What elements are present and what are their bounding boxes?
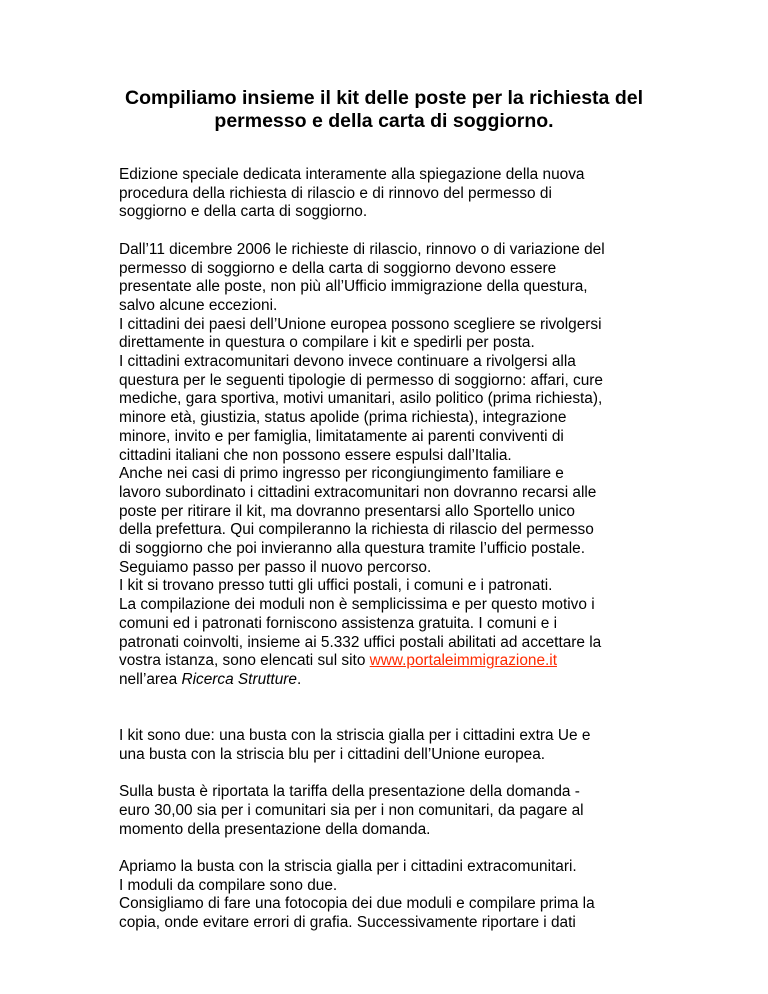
paragraph-kits bbox=[119, 727, 659, 764]
text-line: Anche nei casi di primo ingresso per ricongiungimento familiare e bbox=[119, 465, 564, 483]
text-line: presentate alle poste, non più all’Ufficio immigrazione della questura, bbox=[119, 278, 588, 296]
text-line-with-link bbox=[119, 652, 659, 671]
text-line: della prefettura. Qui compileranno la richiesta di rilascio del permesso bbox=[119, 521, 594, 539]
text-line: copia, onde evitare errori di grafia. Successivamente riportare i dati bbox=[119, 914, 576, 932]
text-line: minore, invito e per famiglia, limitatamente ai parenti conviventi di bbox=[119, 427, 564, 445]
title-line: del permesso e della carta di soggiorno. bbox=[214, 87, 643, 132]
text-line: Dall’11 dicembre 2006 le richieste di rilascio, rinnovo o di variazione del bbox=[119, 240, 605, 258]
text-line: I cittadini extracomunitari devono invece continuare a rivolgersi alla bbox=[119, 353, 576, 371]
text-line: lavoro subordinato i cittadini extracomunitari non dovranno recarsi alle bbox=[119, 483, 597, 501]
area-prefix: nell’area bbox=[119, 670, 182, 688]
paragraph-intro bbox=[119, 166, 659, 222]
portale-immigrazione-link[interactable]: www.portaleimmigrazione.it bbox=[369, 652, 557, 670]
text-line: cittadini italiani che non possono essere espulsi dall’Italia. bbox=[119, 446, 512, 464]
text-line: euro 30,00 sia per i comunitari sia per i non comunitari, da pagare al bbox=[119, 801, 584, 819]
text-line: I kit si trovano presso tutti gli uffici postali, i comuni e i patronati. bbox=[119, 577, 553, 595]
paragraph-forms bbox=[119, 858, 659, 933]
text-line: salvo alcune eccezioni. bbox=[119, 296, 278, 314]
text-line: La compilazione dei moduli non è semplicissima e per questo motivo i bbox=[119, 596, 595, 614]
text-line: una busta con la striscia blu per i cittadini dell’Unione europea. bbox=[119, 745, 546, 763]
paragraph-procedure bbox=[119, 241, 659, 690]
text-line: mediche, gara sportiva, motivi umanitari, asilo politico (prima richiesta), bbox=[119, 390, 603, 408]
text-line: permesso di soggiorno e della carta di soggiorno devono essere bbox=[119, 259, 557, 277]
text-line: di soggiorno che poi invieranno alla questura tramite l’ufficio postale. bbox=[119, 540, 585, 558]
text-line: comuni ed i patronati forniscono assistenza gratuita. I comuni e i bbox=[119, 614, 558, 632]
text-line: patronati coinvolti, insieme ai 5.332 uffici postali abilitati ad accettare la bbox=[119, 633, 602, 651]
title-line: Compiliamo insieme il kit delle poste per la richiesta bbox=[124, 87, 610, 109]
text-line: Apriamo la busta con la striscia gialla per i cittadini extracomunitari. bbox=[119, 857, 577, 875]
text-line: I cittadini dei paesi dell’Unione europea possono scegliere se rivolgersi bbox=[119, 315, 602, 333]
area-suffix: . bbox=[296, 670, 302, 688]
text-line: Seguiamo passo per passo il nuovo percorso. bbox=[119, 558, 432, 576]
link-prefix: vostra istanza, sono elencati sul sito bbox=[119, 652, 370, 670]
text-line: minore età, giustizia, status apolide (prima richiesta), integrazione bbox=[119, 409, 567, 427]
text-line: I kit sono due: una busta con la striscia gialla per i cittadini extra Ue e bbox=[119, 727, 591, 745]
text-line: questura per le seguenti tipologie di permesso di soggiorno: affari, cure bbox=[119, 371, 603, 389]
page-title bbox=[110, 87, 658, 133]
text-line: soggiorno e della carta di soggiorno. bbox=[119, 203, 368, 221]
text-line: poste per ritirare il kit, ma dovranno presentarsi allo Sportello unico bbox=[119, 502, 575, 520]
text-line: I moduli da compilare sono due. bbox=[119, 876, 338, 894]
text-line: Consigliamo di fare una fotocopia dei due moduli e compilare prima la bbox=[119, 895, 595, 913]
text-line: direttamente in questura o compilare i kit e spedirli per posta. bbox=[119, 334, 535, 352]
text-line: procedura della richiesta di rilascio e di rinnovo del permesso di bbox=[119, 184, 552, 202]
text-line-area bbox=[119, 671, 659, 690]
text-line: momento della presentazione della domanda. bbox=[119, 820, 431, 838]
paragraph-fee bbox=[119, 783, 659, 839]
document-body bbox=[119, 166, 659, 951]
ricerca-strutture-label: Ricerca Strutture bbox=[181, 670, 297, 688]
text-line: Sulla busta è riportata la tariffa della presentazione della domanda - bbox=[119, 783, 580, 801]
text-line: Edizione speciale dedicata interamente alla spiegazione della nuova bbox=[119, 166, 585, 183]
